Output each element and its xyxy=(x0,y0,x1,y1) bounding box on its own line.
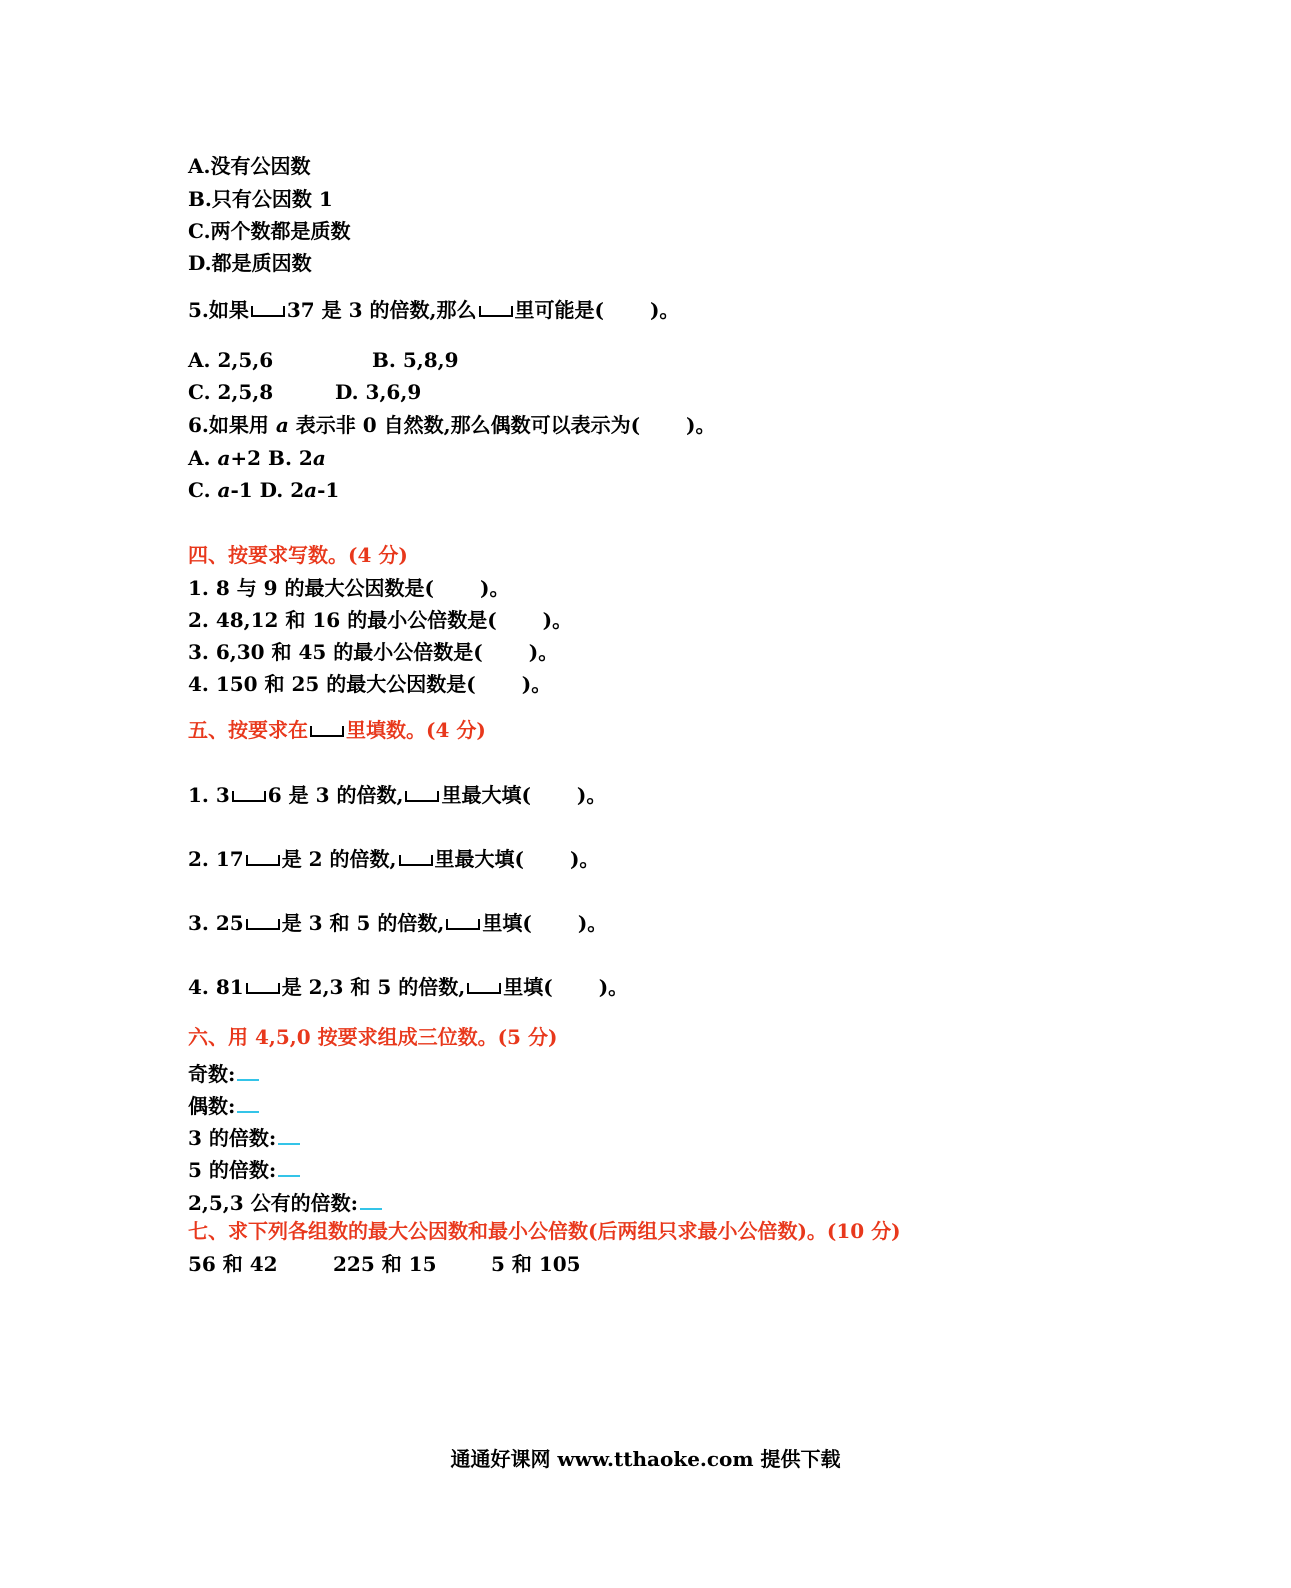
item-text: 里最大填( xyxy=(441,783,531,807)
q6-variable: a xyxy=(312,446,326,470)
q6-option-d-end: -1 xyxy=(317,478,340,502)
q6-option-a-text: +2 B. 2 xyxy=(230,446,313,470)
section-7-group-2: 225 和 15 xyxy=(333,1252,437,1276)
item-end: )。 xyxy=(569,847,600,871)
q6-option-a-label: A. xyxy=(188,446,218,470)
section-6-item xyxy=(188,1057,259,1087)
answer-line[interactable] xyxy=(278,1153,300,1177)
item-label: 3 的倍数: xyxy=(188,1126,277,1150)
q6-option-c-text: -1 D. 2 xyxy=(230,478,305,502)
q5-option-b: B. 5,8,9 xyxy=(372,348,459,372)
item-text: 是 3 和 5 的倍数, xyxy=(281,911,445,935)
q4-option-d: D.都是质因数 xyxy=(188,251,312,275)
q6-options-row-2 xyxy=(188,477,339,503)
section-7-title: 七、求下列各组数的最大公因数和最小公倍数(后两组只求最小公倍数)。(10 分) xyxy=(188,1219,901,1243)
q5-option-a: A. 2,5,6 xyxy=(188,348,274,372)
q5-option-c: C. 2,5,8 xyxy=(188,380,274,404)
q5-options-row-1 xyxy=(188,347,459,373)
q6-variable: a xyxy=(217,478,231,502)
section-4-item xyxy=(188,639,558,665)
footer-credit: 通通好课网 www.tthaoke.com 提供下载 xyxy=(450,1447,841,1471)
item-end: )。 xyxy=(521,672,552,696)
blank-box xyxy=(310,726,344,737)
q6-variable: a xyxy=(275,413,289,437)
q4-option-a: A.没有公因数 xyxy=(188,154,311,178)
blank-box xyxy=(446,919,480,930)
q6-variable: a xyxy=(217,446,231,470)
item-label: 5 的倍数: xyxy=(188,1158,277,1182)
item-text: 里填( xyxy=(482,911,532,935)
blank-box xyxy=(479,306,513,317)
answer-line[interactable] xyxy=(360,1186,382,1210)
answer-line[interactable] xyxy=(278,1121,300,1145)
item-text: 是 2 的倍数, xyxy=(281,847,397,871)
q6-option-c-label: C. xyxy=(188,478,218,502)
item-label: 奇数: xyxy=(188,1062,236,1086)
q4-option-c: C.两个数都是质数 xyxy=(188,219,351,243)
item-label: 偶数: xyxy=(188,1094,236,1118)
item-text: 里填( xyxy=(503,975,553,999)
blank-box xyxy=(232,791,266,802)
q6-stem-pre: 6.如果用 xyxy=(188,413,276,437)
section-4-item xyxy=(188,671,551,697)
q6-options-row-1 xyxy=(188,445,326,471)
item-end: )。 xyxy=(542,608,573,632)
item-text: 3. 25 xyxy=(188,911,244,935)
q6-stem xyxy=(188,412,716,438)
q5-option-d: D. 3,6,9 xyxy=(335,380,422,404)
title-text: 五、按要求在 xyxy=(188,718,308,742)
answer-line[interactable] xyxy=(237,1089,259,1113)
answer-line[interactable] xyxy=(237,1057,259,1081)
section-4-item xyxy=(188,575,510,601)
item-end: )。 xyxy=(528,640,559,664)
item-text: 1. 8 与 9 的最大公因数是( xyxy=(188,576,435,600)
item-text: 2. 48,12 和 16 的最小公倍数是( xyxy=(188,608,497,632)
section-6-item xyxy=(188,1186,382,1216)
blank-box xyxy=(399,855,433,866)
section-7-group-3: 5 和 105 xyxy=(491,1252,581,1276)
item-label: 2,5,3 公有的倍数: xyxy=(188,1191,359,1215)
section-5-item xyxy=(188,846,599,872)
item-text: 4. 81 xyxy=(188,975,244,999)
section-5-title xyxy=(188,717,486,743)
q6-stem-post: 表示非 0 自然数,那么偶数可以表示为( xyxy=(288,413,641,437)
blank-box xyxy=(246,855,280,866)
blank-box xyxy=(467,983,501,994)
item-end: )。 xyxy=(577,911,608,935)
item-text: 6 是 3 的倍数, xyxy=(267,783,404,807)
item-text: 是 2,3 和 5 的倍数, xyxy=(281,975,466,999)
blank-box xyxy=(246,919,280,930)
item-text: 2. 17 xyxy=(188,847,244,871)
item-text: 4. 150 和 25 的最大公因数是( xyxy=(188,672,476,696)
title-text: 里填数。(4 分) xyxy=(346,718,486,742)
section-6-item xyxy=(188,1089,259,1119)
q6-stem-end: )。 xyxy=(686,413,716,437)
item-end: )。 xyxy=(480,576,510,600)
blank-box xyxy=(246,983,280,994)
q5-stem-mid: 37 是 3 的倍数,那么 xyxy=(286,298,477,322)
section-5-item xyxy=(188,974,628,1000)
section-4-item xyxy=(188,607,572,633)
blank-box xyxy=(251,306,285,317)
section-6-item xyxy=(188,1153,300,1183)
blank-box xyxy=(405,791,439,802)
section-5-item xyxy=(188,782,606,808)
q6-variable: a xyxy=(304,478,318,502)
item-text: 1. 3 xyxy=(188,783,230,807)
q5-stem xyxy=(188,297,679,323)
section-7-group-1: 56 和 42 xyxy=(188,1252,278,1276)
q5-stem-end: )。 xyxy=(649,298,680,322)
item-text: 3. 6,30 和 45 的最小公倍数是( xyxy=(188,640,483,664)
q5-stem-pre: 5.如果 xyxy=(188,298,249,322)
section-6-title: 六、用 4,5,0 按要求组成三位数。(5 分) xyxy=(188,1025,558,1049)
item-text: 里最大填( xyxy=(434,847,524,871)
q4-option-b: B.只有公因数 1 xyxy=(188,187,333,211)
item-end: )。 xyxy=(598,975,629,999)
section-4-title: 四、按要求写数。(4 分) xyxy=(188,543,408,567)
q5-options-row-2 xyxy=(188,379,422,405)
section-6-item xyxy=(188,1121,300,1151)
section-5-item xyxy=(188,910,607,936)
q5-stem-post: 里可能是( xyxy=(514,298,604,322)
item-end: )。 xyxy=(576,783,607,807)
